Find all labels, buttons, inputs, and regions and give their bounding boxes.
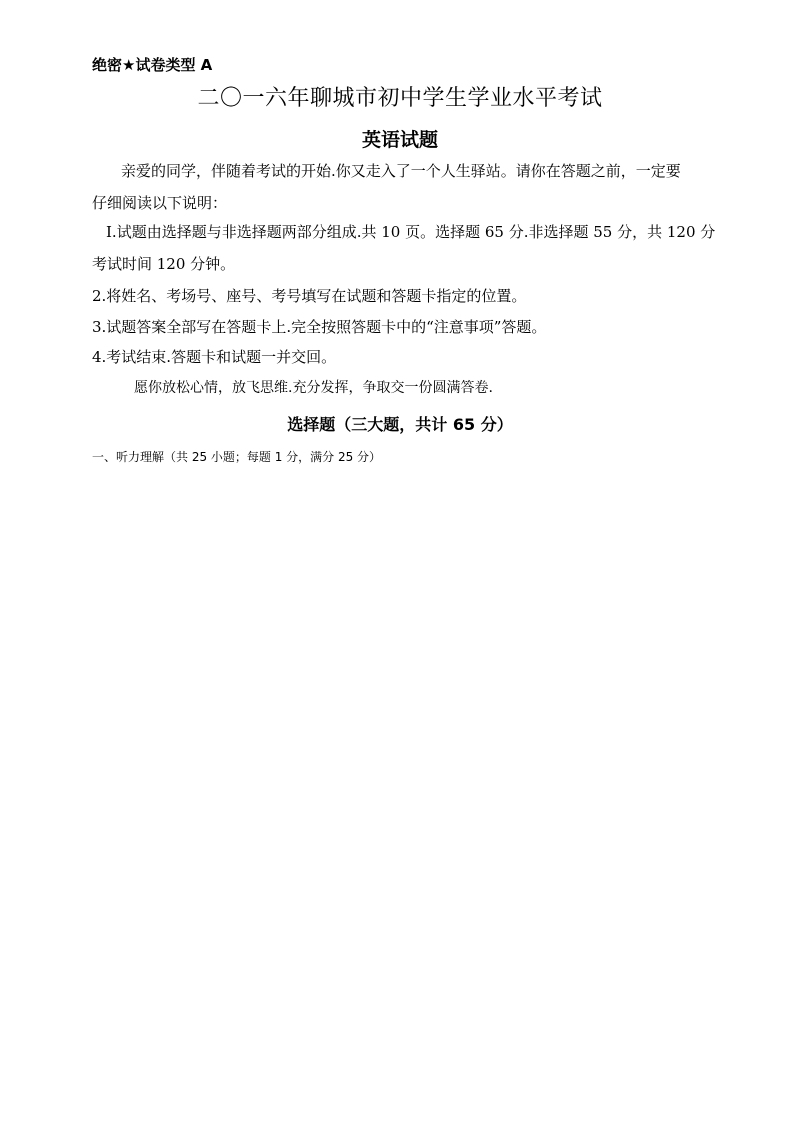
- subject-title: 英语试题: [361, 129, 438, 151]
- instruction-1-line-2: 考试时间 120 分钟。: [92, 255, 236, 273]
- instruction-4: 4.考试结束.答题卡和试题一并交回。: [92, 348, 337, 366]
- intro-paragraph-line-1: 亲爱的同学，伴随着考试的开始.你又走入了一个人生驿站。请你在答题之前，一定要: [121, 162, 681, 180]
- confidential-label: 绝密★试卷类型 A: [92, 56, 213, 74]
- section-title: 选择题（三大题，共计 65 分）: [287, 415, 513, 434]
- instruction-3: 3.试题答案全部写在答题卡上.完全按照答题卡中的“注意事项”答题。: [92, 318, 547, 336]
- instruction-1-line-1: I.试题由选择题与非选择题两部分组成.共 10 页。选择题 65 分.非选择题 55 分，共 120 分: [106, 223, 716, 241]
- instruction-2: 2.将姓名、考场号、座号、考号填写在试题和答题卡指定的位置。: [92, 287, 527, 305]
- part-one-heading: 一、听力理解（共 25 小题；每题 1 分，满分 25 分）: [92, 450, 382, 464]
- exam-title: 二〇一六年聊城市初中学生学业水平考试: [197, 86, 603, 111]
- intro-paragraph-line-2: 仔细阅读以下说明：: [92, 194, 228, 212]
- closing-wish: 愿你放松心情，放飞思维.充分发挥，争取交一份圆满答卷.: [134, 380, 493, 396]
